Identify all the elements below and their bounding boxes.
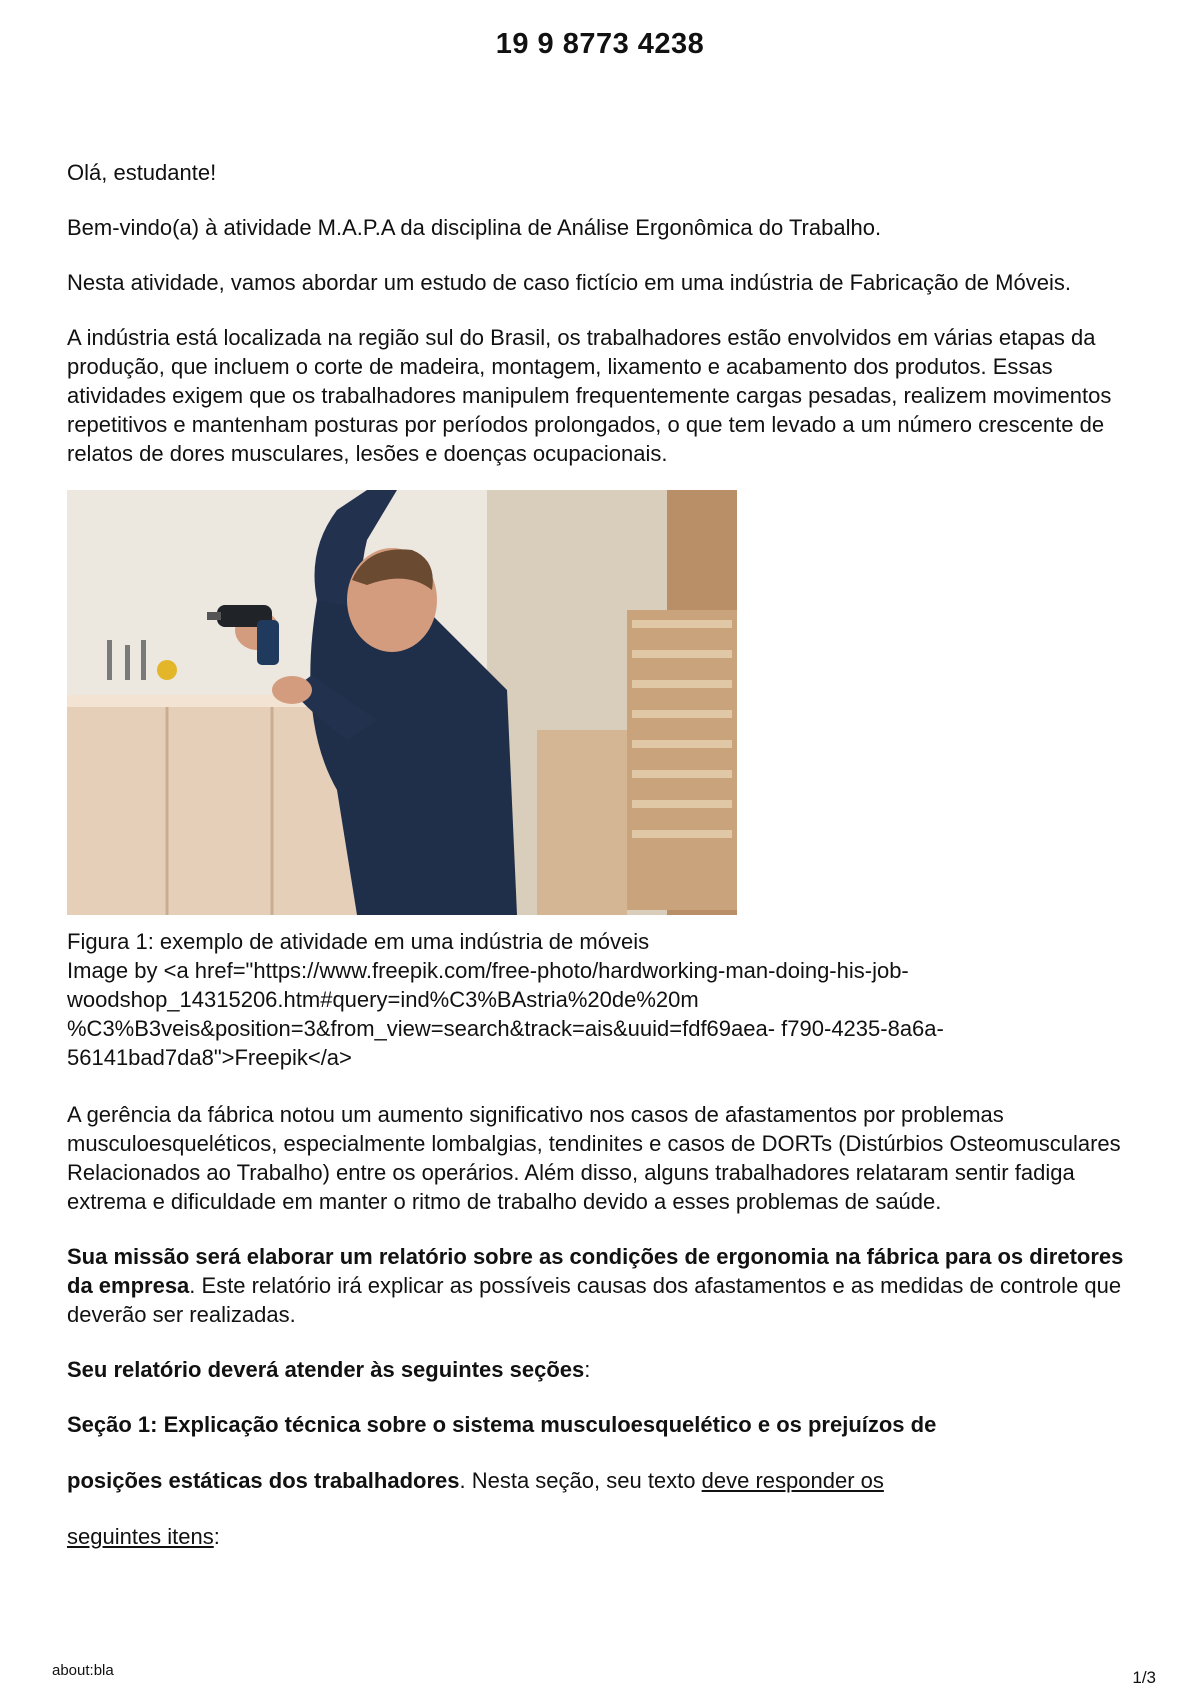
figure-caption-block xyxy=(67,927,1147,1072)
mission-text: . Este relatório irá explicar as possíveis causas dos afastamentos e as medidas de controle que deverão ser realizadas. xyxy=(67,1273,1122,1327)
header-phone: 19 9 8773 4238 xyxy=(495,28,705,60)
section1-heading-line1: Seção 1: Explicação técnica sobre o sistema musculoesquelético e os prejuízos de xyxy=(67,1412,937,1437)
document-body xyxy=(67,158,1147,1578)
section1-heading-line3 xyxy=(67,1522,1147,1551)
figure-credit-line: %C3%B3veis&position=3&from_view=search&track=ais&uuid=fdf69aea- f790-4235-8a6a- xyxy=(67,1016,944,1041)
woodshop-photo xyxy=(67,490,737,915)
sections-intro-colon: : xyxy=(584,1357,591,1382)
management-paragraph: A gerência da fábrica notou um aumento significativo nos casos de afastamentos por problemas musculoesqueléticos, especialmente lombalgias, tendinites e casos de DORTs (Distúrbios Osteomusculares Relacionados ao Trabalho) entre os operários. Além disso, alguns trabalhadores relataram sentir fadiga extrema e dificuldade em manter o ritmo de trabalho devido a esses problemas de saúde. xyxy=(67,1102,1121,1214)
section1-heading-bold: posições estáticas dos trabalhadores xyxy=(67,1468,460,1493)
section1-colon: : xyxy=(213,1524,220,1549)
footer-page-number: 1/3 xyxy=(1132,1668,1156,1687)
intro-paragraph: Nesta atividade, vamos abordar um estudo de caso fictício em uma indústria de Fabricação de Móveis. xyxy=(67,270,1071,295)
footer-url: about:bla xyxy=(52,1662,114,1679)
context-paragraph: A indústria está localizada na região sul do Brasil, os trabalhadores estão envolvidos em várias etapas da produção, que incluem o corte de madeira, montagem, lixamento e acabamento dos produtos. Essas atividades exigem que os trabalhadores manipulem frequentemente cargas pesadas, realizem movimentos repetitivos e mantenham posturas por períodos prolongados, o que tem levado a um número crescente de relatos de dores musculares, lesões e doenças ocupacionais. xyxy=(67,325,1112,466)
figure-credit-line: woodshop_14315206.htm#query=ind%C3%BAstria%20de%20m xyxy=(67,987,699,1012)
section1-heading-line2 xyxy=(67,1466,1147,1495)
greeting: Olá, estudante! xyxy=(67,160,217,185)
section1-underlined-items: seguintes itens xyxy=(67,1524,214,1549)
mission-bold-text: Sua missão será elaborar um relatório sobre as condições de ergonomia na fábrica para os diretores da empresa xyxy=(67,1244,1124,1298)
welcome-paragraph: Bem-vindo(a) à atividade M.A.P.A da disciplina de Análise Ergonômica do Trabalho. xyxy=(67,215,882,240)
mission-paragraph xyxy=(67,1242,1147,1329)
sections-intro-bold: Seu relatório deverá atender às seguintes seções xyxy=(67,1357,585,1382)
figure-caption: Figura 1: exemplo de atividade em uma indústria de móveis xyxy=(67,929,650,954)
section1-text: . Nesta seção, seu texto xyxy=(459,1468,702,1493)
figure-credit-line: Image by <a href="https://www.freepik.com/free-photo/hardworking-man-doing-his-job- xyxy=(67,958,909,983)
woodshop-photo-illustration xyxy=(67,490,737,915)
section1-underlined-text: deve responder os xyxy=(701,1468,884,1493)
figure-credit-line: 56141bad7da8">Freepik</a> xyxy=(67,1045,352,1070)
sections-intro xyxy=(67,1355,1147,1384)
